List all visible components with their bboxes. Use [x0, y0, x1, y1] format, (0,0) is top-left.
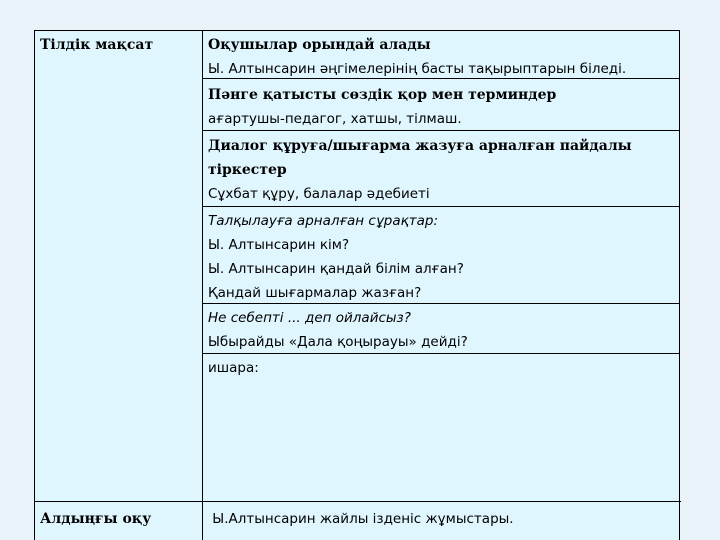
previous-reading-label: Алдыңғы оқу: [40, 511, 152, 527]
lesson-plan-table: [34, 30, 680, 540]
vocabulary-title: Пәнге қатысты сөздік қор мен терминдер: [208, 87, 557, 103]
left-margin: [0, 0, 34, 540]
dialogue-title-line2: тіркестер: [208, 162, 287, 178]
discussion-question-3: Қандай шығармалар жазған?: [208, 285, 422, 301]
dialogue-section: [208, 134, 676, 206]
column-divider: [202, 31, 203, 540]
dialogue-text: Сұхбат құру, балалар әдебиеті: [208, 186, 430, 202]
discussion-question-1: Ы. Алтынсарин кім?: [208, 237, 350, 253]
vocabulary-text: ағартушы-педагог, хатшы, тілмаш.: [208, 111, 462, 127]
students-can-section: [208, 33, 676, 81]
previous-reading-text: Ы.Алтынсарин жайлы ізденіс жұмыстары.: [208, 511, 514, 527]
vocabulary-section: [208, 83, 676, 131]
previous-reading-section: [208, 507, 676, 531]
hint-label: ишара:: [208, 360, 259, 376]
students-can-title: Оқушылар орындай алады: [208, 37, 431, 53]
why-text: Ыбырайды «Дала қоңырауы» дейді?: [208, 334, 468, 350]
discussion-question-2: Ы. Алтынсарин қандай білім алған?: [208, 261, 464, 277]
students-can-text: Ы. Алтынсарин әңгімелерінің басты тақырыптарын біледі.: [208, 61, 627, 77]
hint-section: [208, 356, 676, 380]
discussion-section: [208, 209, 676, 305]
why-section: [208, 306, 676, 354]
right-margin: [680, 0, 720, 540]
dialogue-title-line1: Диалог құруға/шығарма жазуға арналған пайдалы: [208, 138, 632, 154]
discussion-title: Талқылауға арналған сұрақтар:: [208, 213, 439, 229]
language-goal-label: Тілдік мақсат: [40, 37, 154, 53]
why-title: Не себепті ... деп ойлайсыз?: [208, 310, 411, 326]
row-divider: [202, 206, 680, 207]
row-divider-full: [35, 501, 681, 502]
